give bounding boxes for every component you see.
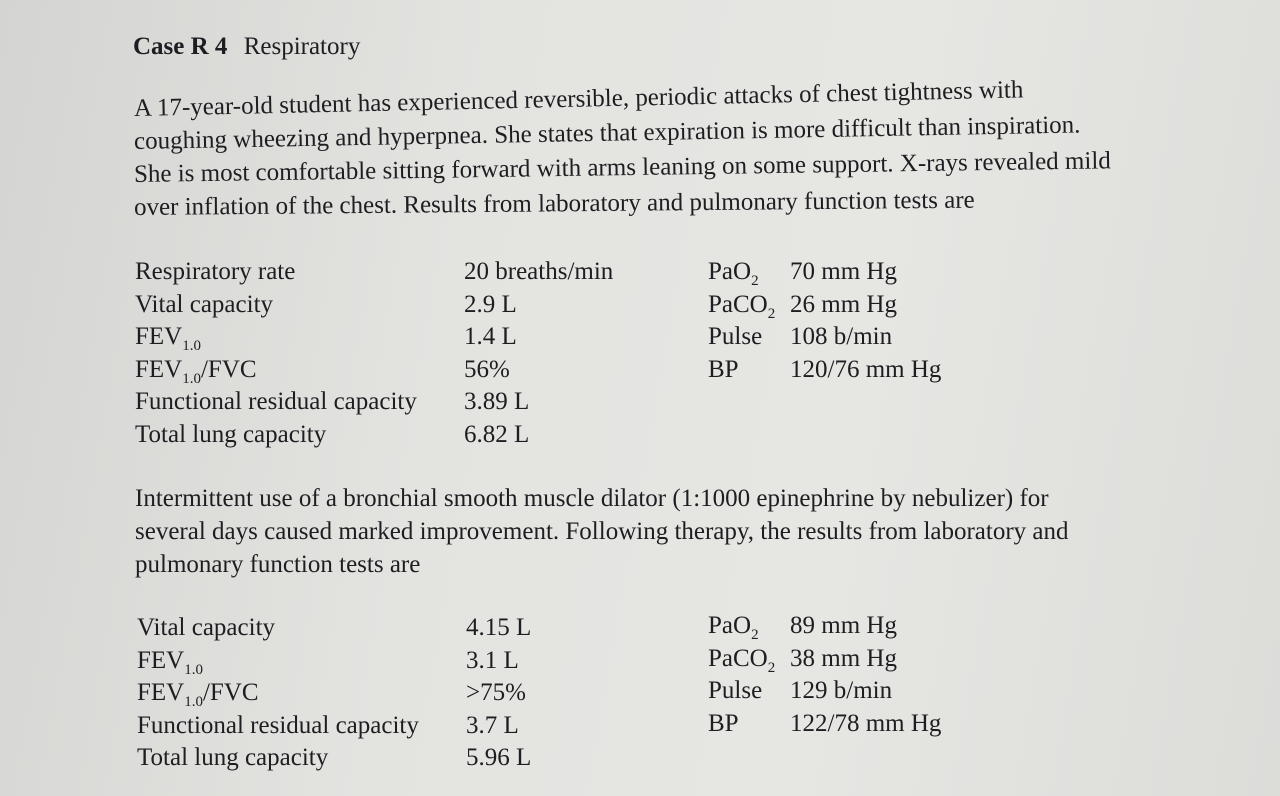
vital-label: PaCO$_2$: [708, 290, 776, 322]
table-row: [137, 710, 737, 743]
measure-label: Respiratory rate: [135, 258, 296, 285]
measure-value: 6.82 L: [464, 420, 530, 448]
measure-value: 5.96 L: [466, 744, 532, 771]
table-row: [135, 289, 735, 322]
measure-value: 3.89 L: [464, 388, 530, 415]
post-therapy-vitals-table: [708, 610, 1008, 740]
measure-value: 3.7 L: [466, 711, 519, 739]
vital-label: PaO$_2$: [708, 612, 759, 643]
pre-therapy-pulmonary-table: [135, 256, 735, 451]
vital-label: BP: [708, 355, 739, 383]
measure-label: Functional residual capacity: [135, 388, 417, 415]
table-row: [708, 708, 1008, 741]
description-line: over inflation of the chest. Results from laboratory and pulmonary function tests are: [133, 186, 975, 221]
vital-label: Pulse: [708, 677, 763, 704]
vital-label: BP: [708, 709, 739, 737]
table-row: [135, 386, 735, 419]
measure-label: $FEV_{1.0}$/FVC: [135, 355, 257, 387]
table-row: [708, 321, 1008, 354]
case-description: [133, 76, 1224, 224]
vital-value: 108 b/min: [790, 323, 893, 350]
therapy-line: Intermittent use of a bronchial smooth muscle dilator (1:1000 epinephrine by nebulizer) for: [135, 485, 1049, 512]
measure-value: 20 breaths/min: [464, 258, 614, 285]
vital-value: 70 mm Hg: [790, 258, 897, 285]
case-subject: Respiratory: [243, 33, 361, 60]
measure-value: 4.15 L: [466, 614, 532, 641]
measure-label: Total lung capacity: [137, 744, 329, 771]
table-row: [135, 256, 735, 289]
table-row: [708, 643, 1008, 676]
therapy-line: pulmonary function tests are: [135, 551, 421, 578]
measure-value: 1.4 L: [464, 323, 517, 350]
measure-label: Vital capacity: [135, 290, 274, 318]
table-row: [137, 742, 737, 775]
measure-value: >75%: [466, 679, 526, 706]
measure-value: 3.1 L: [466, 646, 519, 674]
description-line: She is most comfortable sitting forward with arms leaning on some support. X-rays revealed mild: [133, 147, 1111, 188]
table-row: [135, 321, 735, 354]
therapy-line: several days caused marked improvement. Following therapy, the results from laboratory and: [135, 518, 1069, 545]
measure-label: Vital capacity: [137, 614, 276, 641]
case-title: [133, 30, 360, 64]
vital-value: 120/76 mm Hg: [790, 355, 942, 383]
table-row: [137, 645, 737, 678]
measure-label: $FEV_{1.0}$: [137, 646, 203, 678]
table-row: [708, 256, 1008, 289]
description-line: A 17-year-old student has experienced reversible, periodic attacks of chest tightness with: [133, 76, 1024, 122]
vital-value: 122/78 mm Hg: [790, 709, 942, 737]
vital-value: 38 mm Hg: [790, 644, 897, 672]
post-therapy-pulmonary-table: [137, 612, 737, 775]
vital-value: 26 mm Hg: [790, 290, 897, 318]
description-line: coughing wheezing and hyperpnea. She states that expiration is more difficult than inspiration.: [133, 111, 1081, 155]
vital-label: PaCO$_2$: [708, 644, 776, 676]
table-row: [708, 289, 1008, 322]
therapy-description: [135, 482, 1225, 581]
vital-label: PaO$_2$: [708, 258, 759, 289]
table-row: [708, 354, 1008, 387]
measure-label: Functional residual capacity: [137, 711, 419, 739]
vital-value: 89 mm Hg: [790, 612, 897, 639]
measure-value: 2.9 L: [464, 290, 517, 318]
vital-label: Pulse: [708, 323, 763, 350]
table-row: [137, 677, 737, 710]
case-number: Case R 4: [133, 33, 228, 60]
measure-label: Total lung capacity: [135, 420, 327, 448]
table-row: [708, 610, 1008, 643]
measure-label: $FEV_{1.0}$/FVC: [137, 679, 259, 710]
table-row: [708, 675, 1008, 708]
table-row: [135, 419, 735, 452]
pre-therapy-vitals-table: [708, 256, 1008, 386]
table-row: [135, 354, 735, 387]
measure-value: 56%: [464, 355, 510, 383]
vital-value: 129 b/min: [790, 677, 893, 704]
table-row: [137, 612, 737, 645]
measure-label: $FEV_{1.0}$: [135, 323, 201, 354]
